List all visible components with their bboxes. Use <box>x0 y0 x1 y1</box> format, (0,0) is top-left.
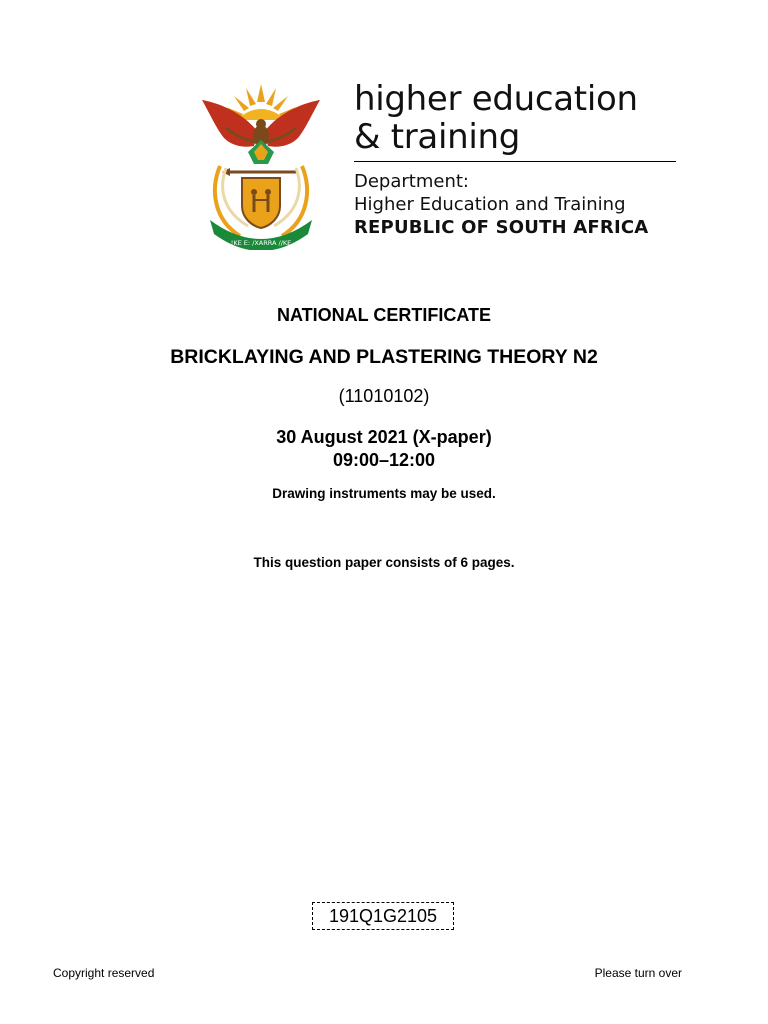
brand-divider <box>354 161 676 162</box>
exam-date: 30 August 2021 (X-paper) <box>276 427 492 447</box>
paper-id-box: 191Q1G2105 <box>312 902 454 930</box>
emblem-motto: !KE E: /XARRA //KE <box>230 239 292 247</box>
brand-line-2: & training <box>354 117 521 157</box>
coat-of-arms-icon <box>196 80 326 250</box>
brand-block <box>354 80 684 239</box>
copyright-footer: Copyright reserved <box>53 966 155 980</box>
turn-over-footer: Please turn over <box>594 966 682 980</box>
department-name: Higher Education and Training <box>354 194 626 215</box>
exam-datetime <box>0 426 768 472</box>
header <box>196 80 686 250</box>
exam-time: 09:00–12:00 <box>332 450 436 470</box>
certificate-title: NATIONAL CERTIFICATE <box>277 305 491 325</box>
brand-line-1: higher education <box>354 79 638 119</box>
instruments-note: Drawing instruments may be used. <box>272 486 496 501</box>
department-label: Department: <box>354 171 469 192</box>
subject-title: BRICKLAYING AND PLASTERING THEORY N2 <box>170 346 598 368</box>
department-block <box>354 170 684 239</box>
page-count-note: This question paper consists of 6 pages. <box>253 555 515 570</box>
country-name: REPUBLIC OF SOUTH AFRICA <box>354 217 649 238</box>
subject-code: (11010102) <box>338 386 430 406</box>
